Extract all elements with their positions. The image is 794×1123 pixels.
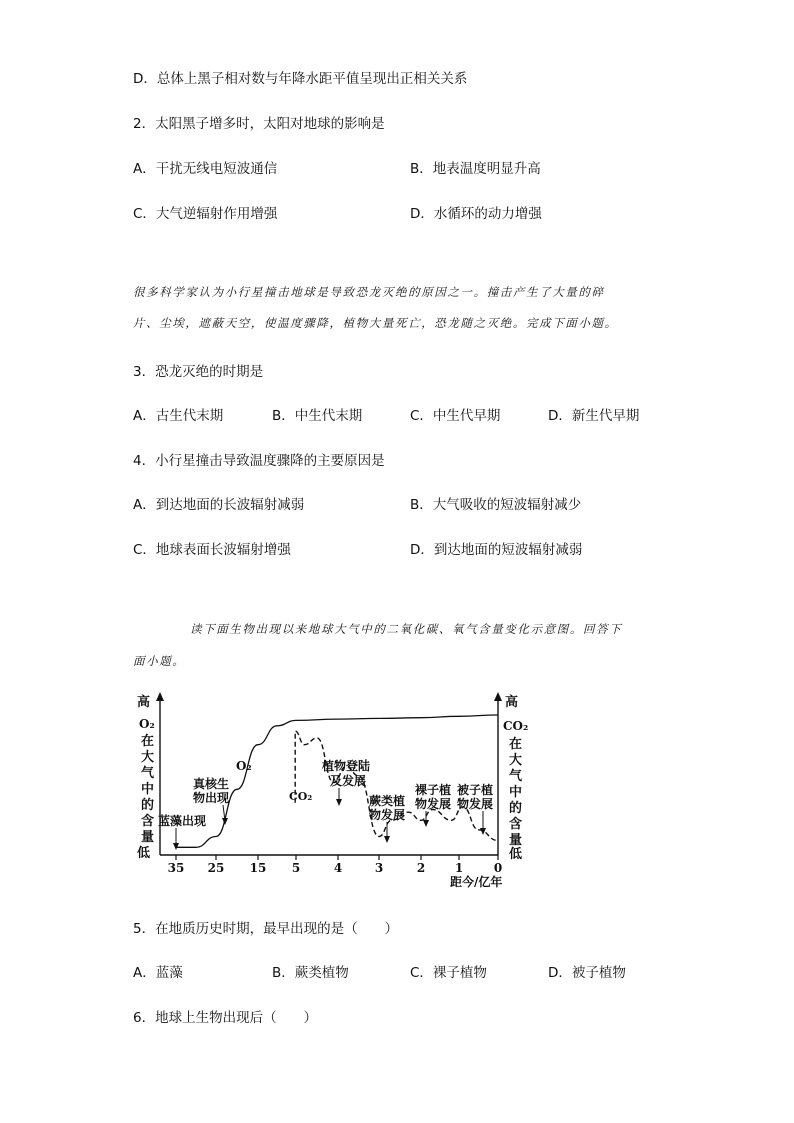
right-axis-char: 中	[509, 785, 523, 800]
left-axis-char: 大	[141, 750, 155, 765]
annotation-angio-1: 被子植	[457, 783, 494, 797]
x-tick-label: 3	[374, 861, 384, 875]
arrow-gymno-head	[423, 820, 429, 827]
q3-option-a: A．古生代末期	[133, 408, 224, 424]
left-low-label: 低	[137, 846, 151, 861]
q4-option-a: A．到达地面的长波辐射减弱	[133, 497, 305, 513]
arrow-blue-algae-head	[173, 843, 179, 850]
co2-curve-label: CO₂	[289, 790, 313, 803]
left-axis-char: 含	[141, 814, 155, 829]
passage2-line1: 读下面生物出现以来地球大气中的二氧化碳、氧气含量变化示意图。回答下	[190, 622, 623, 636]
annotation-blue-algae: 蓝藻出现	[158, 814, 207, 828]
passage1-line2: 片、尘埃，遮蔽天空，使温度骤降，植物大量死亡，恐龙随之灭绝。完成下面小题。	[133, 316, 618, 330]
x-tick-label: 2	[416, 861, 426, 875]
arrow-land-plants-head	[336, 799, 342, 806]
q5-option-b: B．蕨类植物	[272, 965, 349, 981]
right-axis-co2: CO₂	[503, 719, 529, 733]
q2-option-a: A．干扰无线电短波通信	[133, 161, 278, 177]
annotation-land-plants-1: 植物登陆	[322, 759, 371, 773]
left-axis-char: 的	[141, 798, 155, 813]
q4-option-c: C．地球表面长波辐射增强	[133, 542, 291, 558]
annotation-gymno-1: 裸子植	[415, 783, 452, 797]
annotation-fern-2: 物发展	[369, 808, 406, 822]
left-axis-char: 量	[141, 830, 155, 845]
x-unit-label: 距今/亿年	[450, 875, 503, 889]
q5-stem: 5．在地质历史时期，最早出现的是（ ）	[133, 921, 399, 937]
right-low-label: 低	[509, 847, 523, 862]
right-axis-char: 大	[509, 753, 523, 768]
q1-option-d: D．总体上黑子相对数与年降水距平值呈现出正相关关系	[133, 71, 468, 87]
annotation-gymno-2: 物发展	[415, 797, 452, 811]
passage2-line2: 面小题。	[133, 654, 186, 668]
left-axis-char: 在	[141, 734, 155, 749]
q3-stem: 3．恐龙灭绝的时期是	[133, 364, 264, 380]
x-tick-label: 0	[493, 861, 503, 875]
q4-option-d: D．到达地面的短波辐射减弱	[410, 542, 583, 558]
q2-option-b: B．地表温度明显升高	[410, 161, 541, 177]
annotation-angio-2: 物发展	[457, 797, 494, 811]
q2-option-c: C．大气逆辐射作用增强	[133, 206, 278, 222]
q3-option-d: D．新生代早期	[548, 408, 640, 424]
left-high-label: 高	[137, 695, 151, 710]
left-axis-o2: O₂	[139, 717, 155, 731]
o2-co2-figure	[133, 690, 543, 890]
x-tick-label: 1	[454, 861, 464, 875]
q5-option-a: A．蓝藻	[133, 965, 183, 981]
q5-option-d: D．被子植物	[548, 965, 626, 981]
right-axis-arrow	[494, 692, 502, 701]
q6-stem: 6．地球上生物出现后（ ）	[133, 1010, 318, 1026]
annotation-land-plants-2: 及发展	[330, 774, 367, 788]
right-axis-char: 在	[509, 737, 523, 752]
q4-stem: 4．小行星撞击导致温度骤降的主要原因是	[133, 453, 385, 469]
x-tick-label: 25	[207, 861, 225, 875]
arrow-angio-head	[480, 828, 486, 835]
q2-option-d: D．水循环的动力增强	[410, 206, 542, 222]
x-tick-label: 4	[333, 861, 343, 875]
right-axis-char: 含	[509, 817, 523, 832]
left-axis-char: 中	[141, 782, 155, 797]
x-tick-label: 15	[249, 861, 267, 875]
q2-stem: 2．太阳黑子增多时，太阳对地球的影响是	[133, 116, 385, 132]
q4-option-b: B．大气吸收的短波辐射减少	[410, 497, 582, 513]
right-axis-char: 气	[509, 769, 523, 784]
annotation-fern-1: 蕨类植	[369, 794, 406, 808]
right-axis-char: 量	[509, 833, 523, 848]
right-high-label: 高	[505, 695, 519, 710]
arrow-eukaryote-head	[222, 818, 228, 825]
right-axis-char: 的	[509, 801, 523, 816]
annotation-eukaryote-2: 物出现	[193, 791, 230, 805]
q3-option-c: C．中生代早期	[410, 408, 501, 424]
x-tick-label: 5	[291, 861, 301, 875]
q3-option-b: B．中生代末期	[272, 408, 363, 424]
passage1-line1: 很多科学家认为小行星撞击地球是导致恐龙灭绝的原因之一。撞击产生了大量的碎	[133, 285, 605, 299]
x-tick-label: 35	[167, 861, 185, 875]
left-axis-arrow	[156, 692, 164, 701]
arrow-fern-head	[384, 836, 390, 843]
o2-curve-label: O₂	[236, 759, 252, 773]
annotation-eukaryote-1: 真核生	[193, 777, 230, 791]
left-axis-char: 气	[141, 766, 155, 781]
q5-option-c: C．裸子植物	[410, 965, 487, 981]
